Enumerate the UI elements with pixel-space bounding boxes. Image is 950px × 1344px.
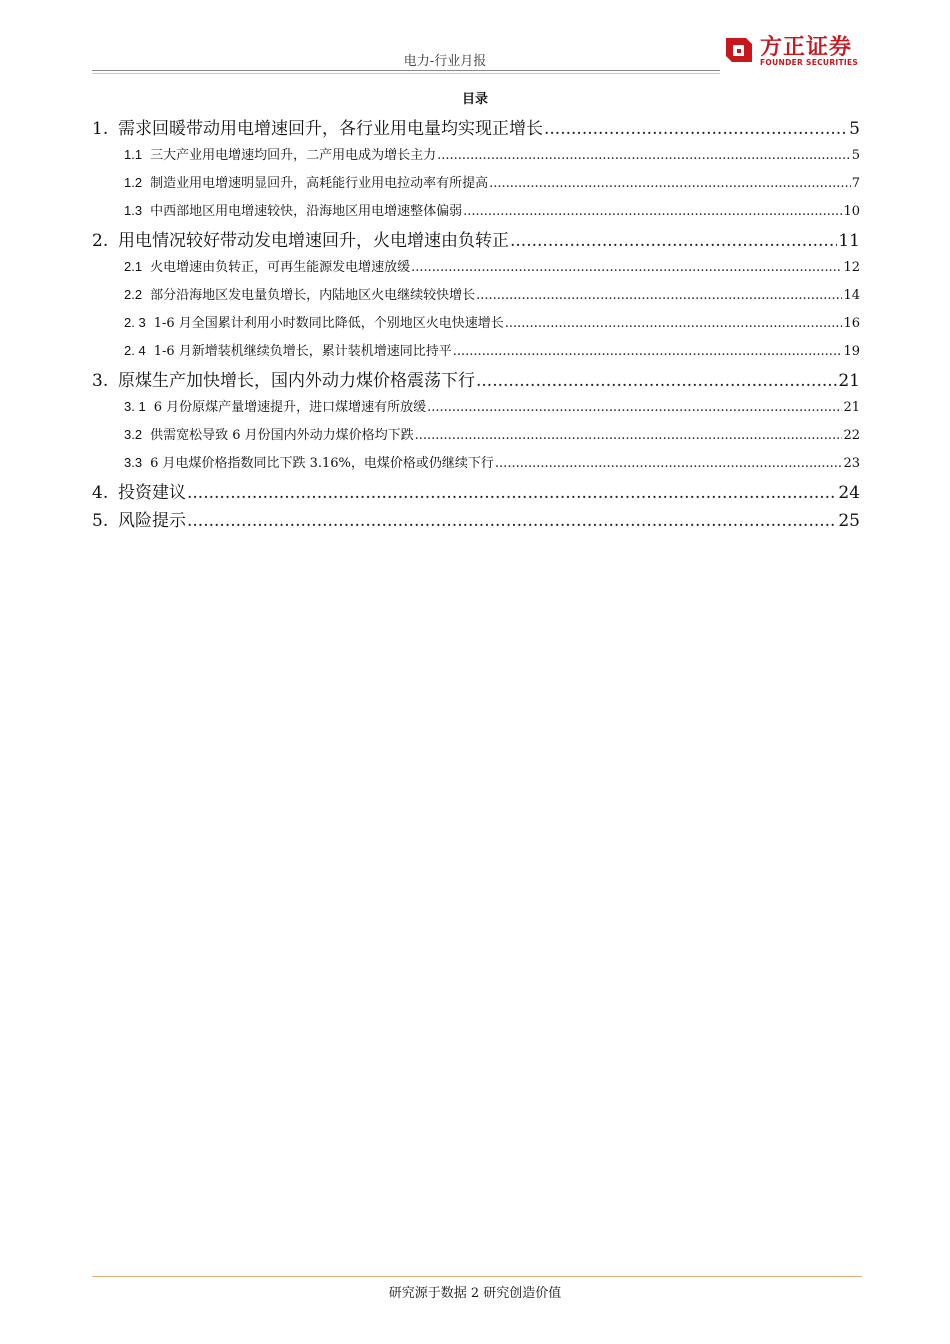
header-rule [92,70,720,71]
toc-entry-title: 风险提示 [118,511,186,531]
toc-entry-1-3[interactable] [124,200,860,219]
toc-entry-page: 25 [838,511,860,531]
toc-entry-title: 用电情况较好带动发电增速回升，火电增速由负转正 [118,231,509,251]
toc-dot-leader [476,371,837,391]
toc-entry-number: 1. [92,119,109,139]
toc-entry-number: 2.2 [124,287,143,302]
toc-entry-3[interactable] [92,366,860,391]
toc-dot-leader [463,204,842,219]
toc-entry-2-2[interactable] [124,284,860,303]
toc-entry-page: 12 [843,260,860,275]
toc-entry-number: 1.2 [124,175,143,190]
toc-dot-leader [510,231,837,251]
logo-chinese-name: 方正证券 [760,35,853,60]
toc-entry-page: 21 [843,400,860,415]
toc-title: 目录 [461,92,488,107]
toc-entry-3-3[interactable] [124,452,860,471]
toc-entry-page: 24 [838,483,860,503]
toc-dot-leader [437,148,851,163]
toc-entry-number: 3. [92,371,109,391]
toc-entry-page: 23 [843,456,860,471]
toc-entry-title: 供需宽松导致 6 月份国内外动力煤价格均下跌 [150,428,414,443]
report-header-title: 电力-行业月报 [403,54,487,69]
toc-entry-title: 中西部地区用电增速较快，沿海地区用电增速整体偏弱 [150,204,463,219]
toc-entry-page: 22 [843,428,860,443]
toc-entry-title: 部分沿海地区发电量负增长，内陆地区火电继续较快增长 [150,288,476,303]
toc-entry-4[interactable] [92,478,860,503]
toc-entry-1[interactable] [92,114,860,139]
toc-entry-1-1[interactable] [124,144,860,163]
toc-entry-number: 3.3 [124,455,143,470]
toc-entry-number: 2.1 [124,259,143,274]
toc-entry-number: 3. 1 [124,399,146,414]
toc-entry-title: 6 月电煤价格指数同比下跌 3.16%，电煤价格或仍继续下行 [150,456,494,471]
toc-entry-3-1[interactable] [124,396,860,415]
toc-entry-title: 1-6 月新增装机继续负增长，累计装机增速同比持平 [153,344,452,359]
toc-entry-title: 火电增速由负转正，可再生能源发电增速放缓 [150,260,411,275]
toc-entry-title: 三大产业用电增速均回升，二产用电成为增长主力 [150,148,437,163]
company-logo [722,30,862,70]
toc-entry-number: 2. 4 [124,343,146,358]
toc-entry-2-1[interactable] [124,256,860,275]
toc-dot-leader [427,400,842,415]
toc-entry-3-2[interactable] [124,424,860,443]
toc-entry-title: 投资建议 [118,483,186,503]
toc-entry-title: 制造业用电增速明显回升，高耗能行业用电拉动率有所提高 [150,176,489,191]
founder-logo-icon [722,32,756,66]
toc-entry-number: 3.2 [124,427,143,442]
toc-entry-page: 19 [843,344,860,359]
toc-entry-page: 16 [843,316,860,331]
toc-entry-number: 2. [92,231,109,251]
toc-entry-page: 10 [843,204,860,219]
toc-dot-leader [411,260,842,275]
toc-entry-page: 14 [843,288,860,303]
toc-entry-1-2[interactable] [124,172,860,191]
toc-entry-title: 需求回暖带动用电增速回升，各行业用电量均实现正增长 [118,119,543,139]
toc-entry-number: 2. 3 [124,315,146,330]
toc-dot-leader [415,428,843,443]
toc-entry-page: 21 [838,371,860,391]
toc-dot-leader [187,511,837,531]
toc-entry-title: 6 月份原煤产量增速提升，进口煤增速有所放缓 [153,400,427,415]
toc-entry-2-4[interactable] [124,340,860,359]
toc-entry-page: 5 [849,119,860,139]
toc-dot-leader [489,176,851,191]
toc-entry-title: 1-6 月全国累计利用小时数同比降低，个别地区火电快速增长 [153,316,504,331]
toc-entry-number: 1.3 [124,203,143,218]
toc-dot-leader [505,316,843,331]
toc-dot-leader [187,483,837,503]
toc-entry-number: 5. [92,511,109,531]
toc-entry-2-3[interactable] [124,312,860,331]
toc-dot-leader [544,119,848,139]
toc-entry-title: 原煤生产加快增长，国内外动力煤价格震荡下行 [118,371,475,391]
toc-entry-number: 1.1 [124,147,143,162]
toc-dot-leader [495,456,843,471]
footer-rule [92,1276,862,1277]
toc-entry-page: 5 [851,148,860,163]
toc-entry-page: 11 [838,231,860,251]
toc-dot-leader [476,288,842,303]
toc-dot-leader [453,344,843,359]
toc-entry-5[interactable] [92,506,860,531]
footer-slogan: 研究源于数据 2 研究创造价值 [388,1286,562,1301]
logo-english-name: FOUNDER SECURITIES [760,58,859,67]
header-rule-secondary [92,73,720,74]
toc-entry-2[interactable] [92,226,860,251]
toc-entry-page: 7 [851,176,860,191]
toc-entry-number: 4. [92,483,109,503]
